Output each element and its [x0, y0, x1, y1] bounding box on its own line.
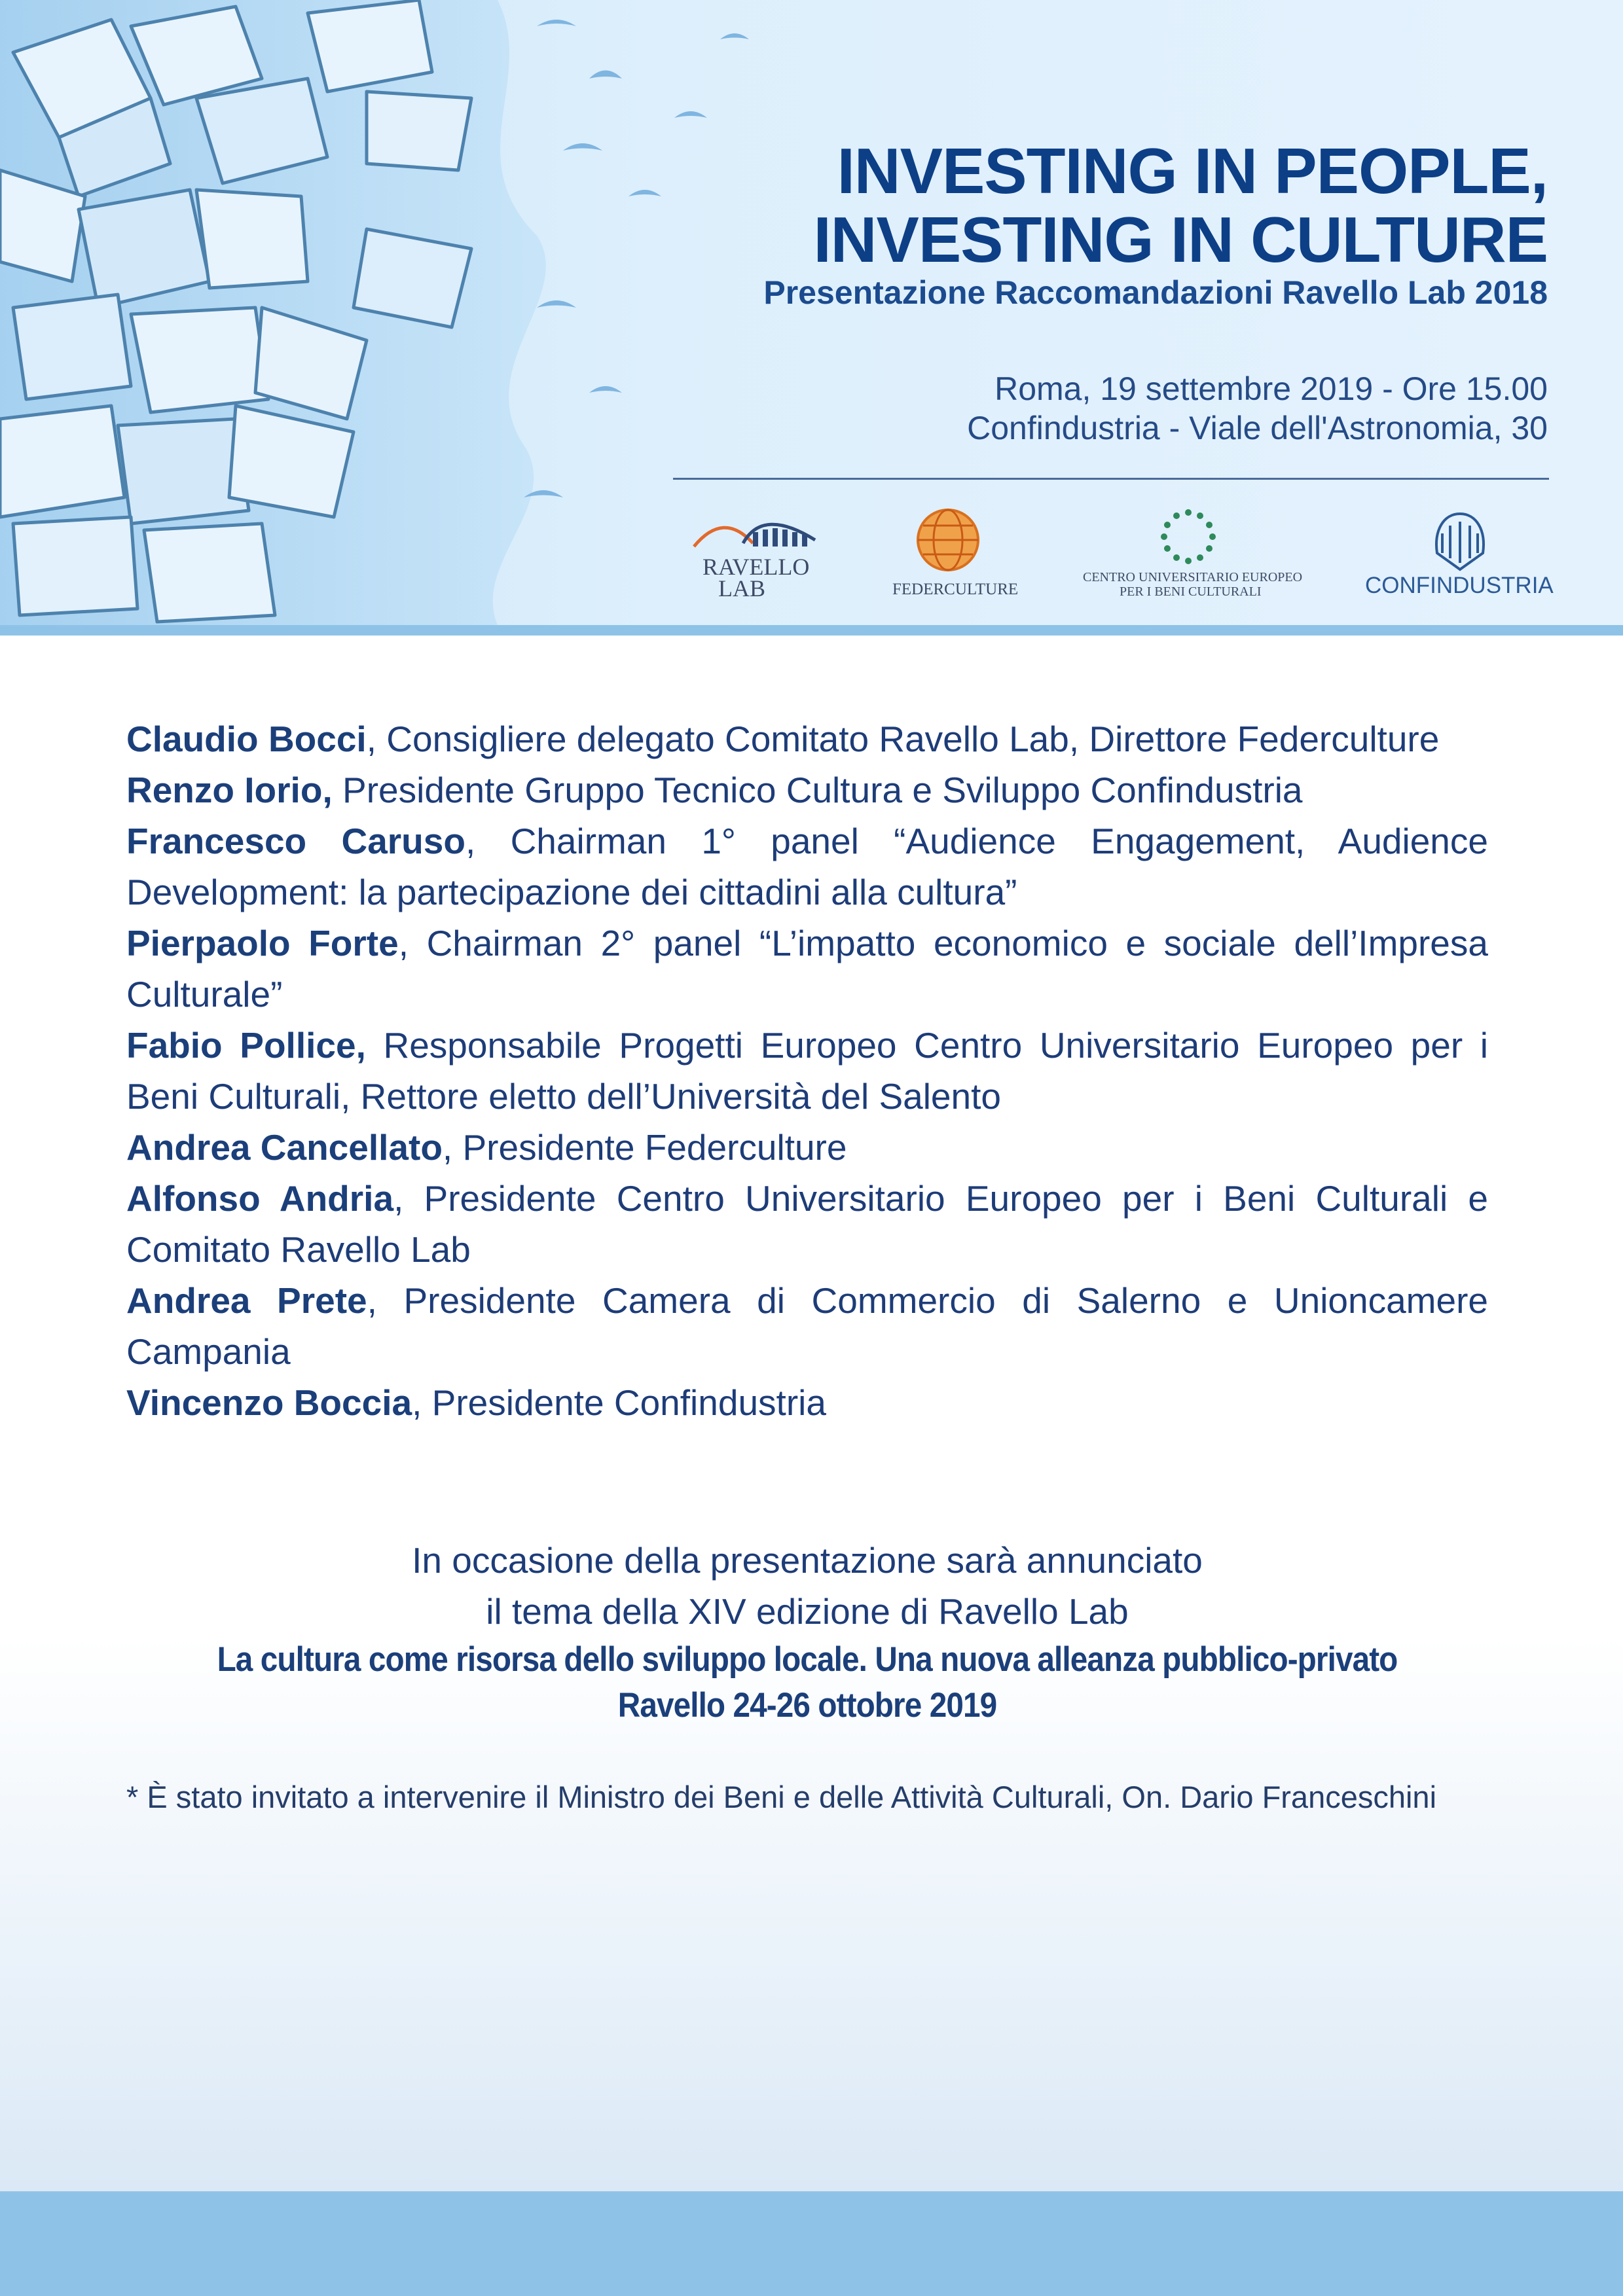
- announcement-line-2: il tema della XIV edizione di Ravello Lab: [486, 1591, 1129, 1632]
- federculture-logo: [890, 507, 1019, 599]
- speaker-name: Fabio Pollice,: [126, 1025, 366, 1066]
- eu-stars-icon: [1159, 507, 1218, 566]
- confindustria-logo: [1362, 507, 1552, 599]
- speaker-role: Presidente Gruppo Tecnico Cultura e Sviluppo Confindustria: [332, 770, 1303, 810]
- speaker-entry: [126, 816, 1488, 918]
- speaker-name: Alfonso Andria: [126, 1178, 394, 1219]
- speaker-name: Andrea Prete: [126, 1280, 367, 1321]
- speaker-role: , Presidente Centro Universitario Europeo per i Beni Culturali e Comitato Ravello Lab: [126, 1178, 1488, 1270]
- speakers-list: [126, 713, 1488, 1428]
- centro-logo-line-2: PER I BENI CULTURALI: [1120, 584, 1262, 599]
- announcement-line-1: In occasione della presentazione sarà annunciato: [412, 1540, 1203, 1581]
- announcement-theme: La cultura come risorsa dello sviluppo locale. Una nuova alleanza pubblico-privato: [217, 1640, 1398, 1679]
- confindustria-eagle-icon: [1424, 507, 1496, 573]
- header-divider: [673, 478, 1549, 480]
- federculture-logo-text: FEDERCULTURE: [892, 581, 1019, 598]
- header-banner: [0, 0, 1623, 625]
- speaker-entry: [126, 1122, 1488, 1173]
- announcement-dates: Ravello 24-26 ottobre 2019: [617, 1686, 997, 1725]
- ravello-lab-logo-line-1: RAVELLO: [702, 554, 810, 580]
- header-bottom-bar: [0, 625, 1623, 636]
- speaker-role: , Chairman 2° panel “L’impatto economico e sociale dell’Impresa Culturale”: [126, 923, 1488, 1014]
- confindustria-logo-text: CONFINDUSTRIA: [1365, 573, 1554, 598]
- event-date: Roma, 19 settembre 2019 - Ore 15.00: [994, 370, 1548, 407]
- title-line-2: INVESTING IN CULTURE: [813, 204, 1548, 276]
- speaker-role: , Consigliere delegato Comitato Ravello Lab, Direttore Federculture: [366, 719, 1440, 759]
- speaker-name: Pierpaolo Forte: [126, 923, 399, 963]
- speaker-role: Responsabile Progetti Europeo Centro Universitario Europeo per i Beni Culturali, Rettore eletto dell’Università del Salento: [126, 1025, 1488, 1117]
- speaker-entry: [126, 1020, 1488, 1122]
- speaker-entry: [126, 1377, 1488, 1428]
- footer-band: [0, 2191, 1623, 2296]
- speaker-name: Claudio Bocci: [126, 719, 367, 759]
- footnote: * È stato invitato a intervenire il Ministro dei Beni e delle Attività Culturali, On. Dario Franceschini: [126, 1780, 1437, 1814]
- speaker-role: , Chairman 1° panel “Audience Engagement, Audience Development: la partecipazione dei cittadini alla cultura”: [126, 821, 1488, 912]
- title-line-1: INVESTING IN PEOPLE,: [837, 135, 1548, 207]
- speaker-name: Francesco Caruso: [126, 821, 465, 861]
- speaker-role: , Presidente Confindustria: [412, 1382, 826, 1423]
- ravello-lab-icon: [691, 507, 822, 553]
- speaker-name: Andrea Cancellato: [126, 1127, 443, 1168]
- speaker-role: , Presidente Federculture: [442, 1127, 847, 1168]
- centro-universitario-logo: [1080, 507, 1303, 599]
- centro-logo-line-1: CENTRO UNIVERSITARIO EUROPEO: [1083, 570, 1303, 584]
- speaker-role: , Presidente Camera di Commercio di Salerno e Unioncamere Campania: [126, 1280, 1488, 1372]
- speaker-name: Vincenzo Boccia: [126, 1382, 412, 1423]
- globe-icon: [915, 507, 981, 573]
- speaker-entry: [126, 764, 1488, 816]
- subtitle: Presentazione Raccomandazioni Ravello Lab 2018: [763, 274, 1548, 311]
- ravello-lab-logo: [691, 507, 822, 599]
- speaker-entry: [126, 1173, 1488, 1275]
- announcement: [126, 1535, 1488, 1729]
- speaker-entry: [126, 713, 1488, 764]
- event-venue: Confindustria - Viale dell'Astronomia, 30: [967, 410, 1548, 446]
- speaker-entry: [126, 918, 1488, 1020]
- ravello-lab-logo-line-2: LAB: [718, 575, 765, 601]
- flying-books-and-birds-icon: [0, 0, 773, 625]
- speaker-name: Renzo Iorio,: [126, 770, 333, 810]
- speaker-entry: [126, 1275, 1488, 1377]
